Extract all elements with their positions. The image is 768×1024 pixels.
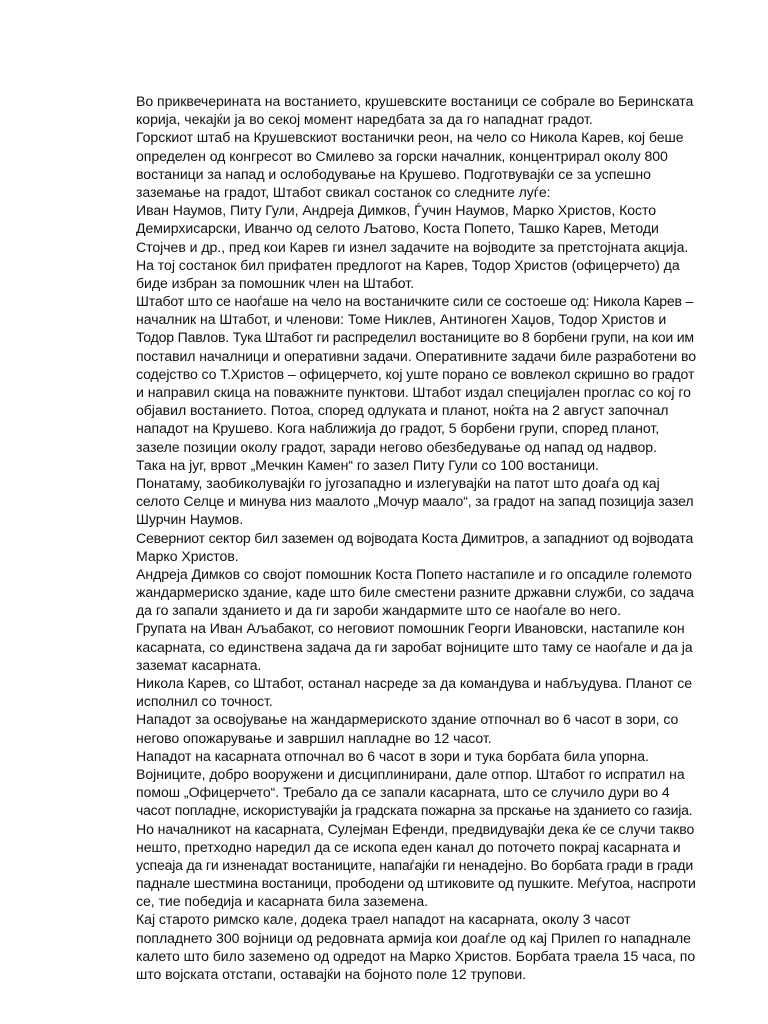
text-line: Никола Карев, со Штабот, останал насреде за да командува и набљудува. Планот се — [136, 675, 692, 691]
text-line: Андреја Димков со својот помошник Коста Попето настапиле и го опсадиле големото — [136, 565, 692, 582]
text-line: калето што било заземено од одредот на Марко Христов. Борбата траела 15 часа, по — [136, 947, 696, 964]
text-line: Марко Христов. — [136, 547, 239, 564]
text-line: зазеле позиции околу градот, заради негово обезбедување од напад од надвор. — [136, 438, 657, 455]
text-line: жандармериско здание, каде што биле сместени разните државни служби, со задача — [136, 584, 694, 601]
text-line: определен од конгресот во Смилево за горски началник, концентрирал околу 800 — [136, 147, 668, 164]
text-line: се, тие победија и касарната била заземена. — [136, 893, 429, 910]
text-line: успеаја да ги изненадат востаниците, напаѓајќи ги ненадејно. Во борбата гради в гради — [136, 856, 694, 873]
text-line: Нападот за освојување на жандармериското здание отпочнал во 6 часот в зори, со — [136, 711, 679, 728]
text-line: Тодор Павлов. Тука Штабот ги распределил востаниците во 8 борбени групи, на кои им — [136, 329, 694, 346]
text-line: Но началникот на касарната, Сулејман Ефенди, предвидувајќи дека ќе се случи такво — [136, 820, 695, 837]
text-line: исполнил со точност. — [136, 693, 273, 710]
text-line: што војската отстапи, оставајќи на бојното поле 12 трупови. — [136, 966, 527, 982]
text-line: заземање на градот, Штабот свикал состанок со следните луѓе: — [136, 183, 551, 200]
text-line: Групата на Иван Аљабакот, со неговиот помошник Георги Ивановски, настапиле кон — [136, 620, 685, 637]
text-line: Штабот што се наоѓаше на чело на востаничките сили се состоеше од: Никола Карев – — [136, 293, 694, 310]
text-line: Горскиот штаб на Крушевскиот востанички реон, на чело со Никола Карев, кој беше — [136, 129, 684, 146]
text-line: Иван Наумов, Питу Гули, Андреја Димков, Ѓучин Наумов, Марко Христов, Косто — [136, 202, 657, 219]
text-line: објавил востанието. Потоа, според одлуката и планот, ноќта на 2 август започнал — [136, 402, 669, 419]
text-line: и направил скица на поважните пунктови. Штабот издал специјален проглас со кој го — [136, 384, 691, 400]
text-line: негово опожарување и завршил напладне во 12 часот. — [136, 729, 492, 746]
text-line: часот попладне, искористувајќи ја градската пожарна за прскање на зданието со газија. — [136, 802, 693, 819]
text-line: попладнето 300 војници од редовната армија кои доаѓле од кај Прилеп го нападнале — [136, 929, 691, 946]
text-line: корија, чекајќи ја во секој момент наредбата за да го нападнат градот. — [136, 111, 593, 128]
text-line: Северниот сектор бил заземен од војводата Коста Димитров, а западниот од војводата — [136, 529, 694, 546]
text-line: Така на југ, врвот „Мечкин Камен“ го зазел Питу Гули со 100 востаници. — [136, 456, 599, 473]
text-line: биде избран за помошник член на Штабот. — [136, 274, 414, 291]
text-line: Демирхисарски, Иванчо од селото Љатово, Коста Попето, Ташко Карев, Методи — [136, 220, 659, 237]
text-line: Нападот на касарната отпочнал во 6 часот в зори и тука борбата била упорна. — [136, 747, 649, 764]
text-line: Војниците, добро вооружени и дисциплинирани, дале отпор. Штабот го испратил на — [136, 765, 685, 782]
text-line: падналe шестмина востаници, прободени од штиковите од пушките. Меѓутоа, наспроти — [136, 875, 696, 892]
text-line: Во приквечерината на востанието, крушевските востаници се собрале во Беринската — [136, 93, 694, 109]
document-body-text — [136, 92, 696, 983]
text-line: началник на Штабот, и членови: Томе Никлев, Антиноген Хаџов, Тодор Христов и — [136, 311, 667, 328]
text-line: касарната, со единствена задача да ги заробат војниците што таму се наоѓале и да ја — [136, 638, 693, 655]
text-line: поставил началници и оперативни задачи. Оперативните задачи биле разработени во — [136, 347, 696, 364]
text-line: востаници за напад и ослободување на Крушево. Подготвувајќи се за успешно — [136, 165, 651, 182]
text-line: да го запали зданието и да ги зароби жандармите што се наоѓале во него. — [136, 602, 622, 619]
text-line: нападот на Крушево. Кога наближија до градот, 5 борбени групи, според планот, — [136, 420, 660, 437]
text-line: На тој состанок бил прифатен предлогот на Карев, Тодор Христов (офицерчето) да — [136, 256, 680, 273]
text-line: Кај старото римско кале, додека траел нападот на касарната, околу 3 часот — [136, 911, 631, 928]
text-line: содејство со Т.Христов – офицерчето, кој уште порано се вовлекол скришно во градот — [136, 365, 695, 382]
text-line: нешто, претходно наредил да се ископа еден канал до поточето покрај касарната и — [136, 838, 681, 855]
text-line: Стојчев и др., пред кои Карев ги изнел задачите на војводите за претстојната акција. — [136, 238, 689, 255]
text-line: заземат касарната. — [136, 656, 262, 673]
text-line: селото Селце и минува низ маалото „Мочур маало“, за градот на запад позиција зазел — [136, 493, 694, 510]
text-line: Понатаму, заобиколувајќи го југозападно и излегувајќи на патот што доаѓа од кај — [136, 474, 660, 491]
text-line: помош „Офицерчето“. Требало да се запали касарната, што се случило дури во 4 — [136, 784, 670, 801]
text-line: Шурчин Наумов. — [136, 511, 244, 528]
